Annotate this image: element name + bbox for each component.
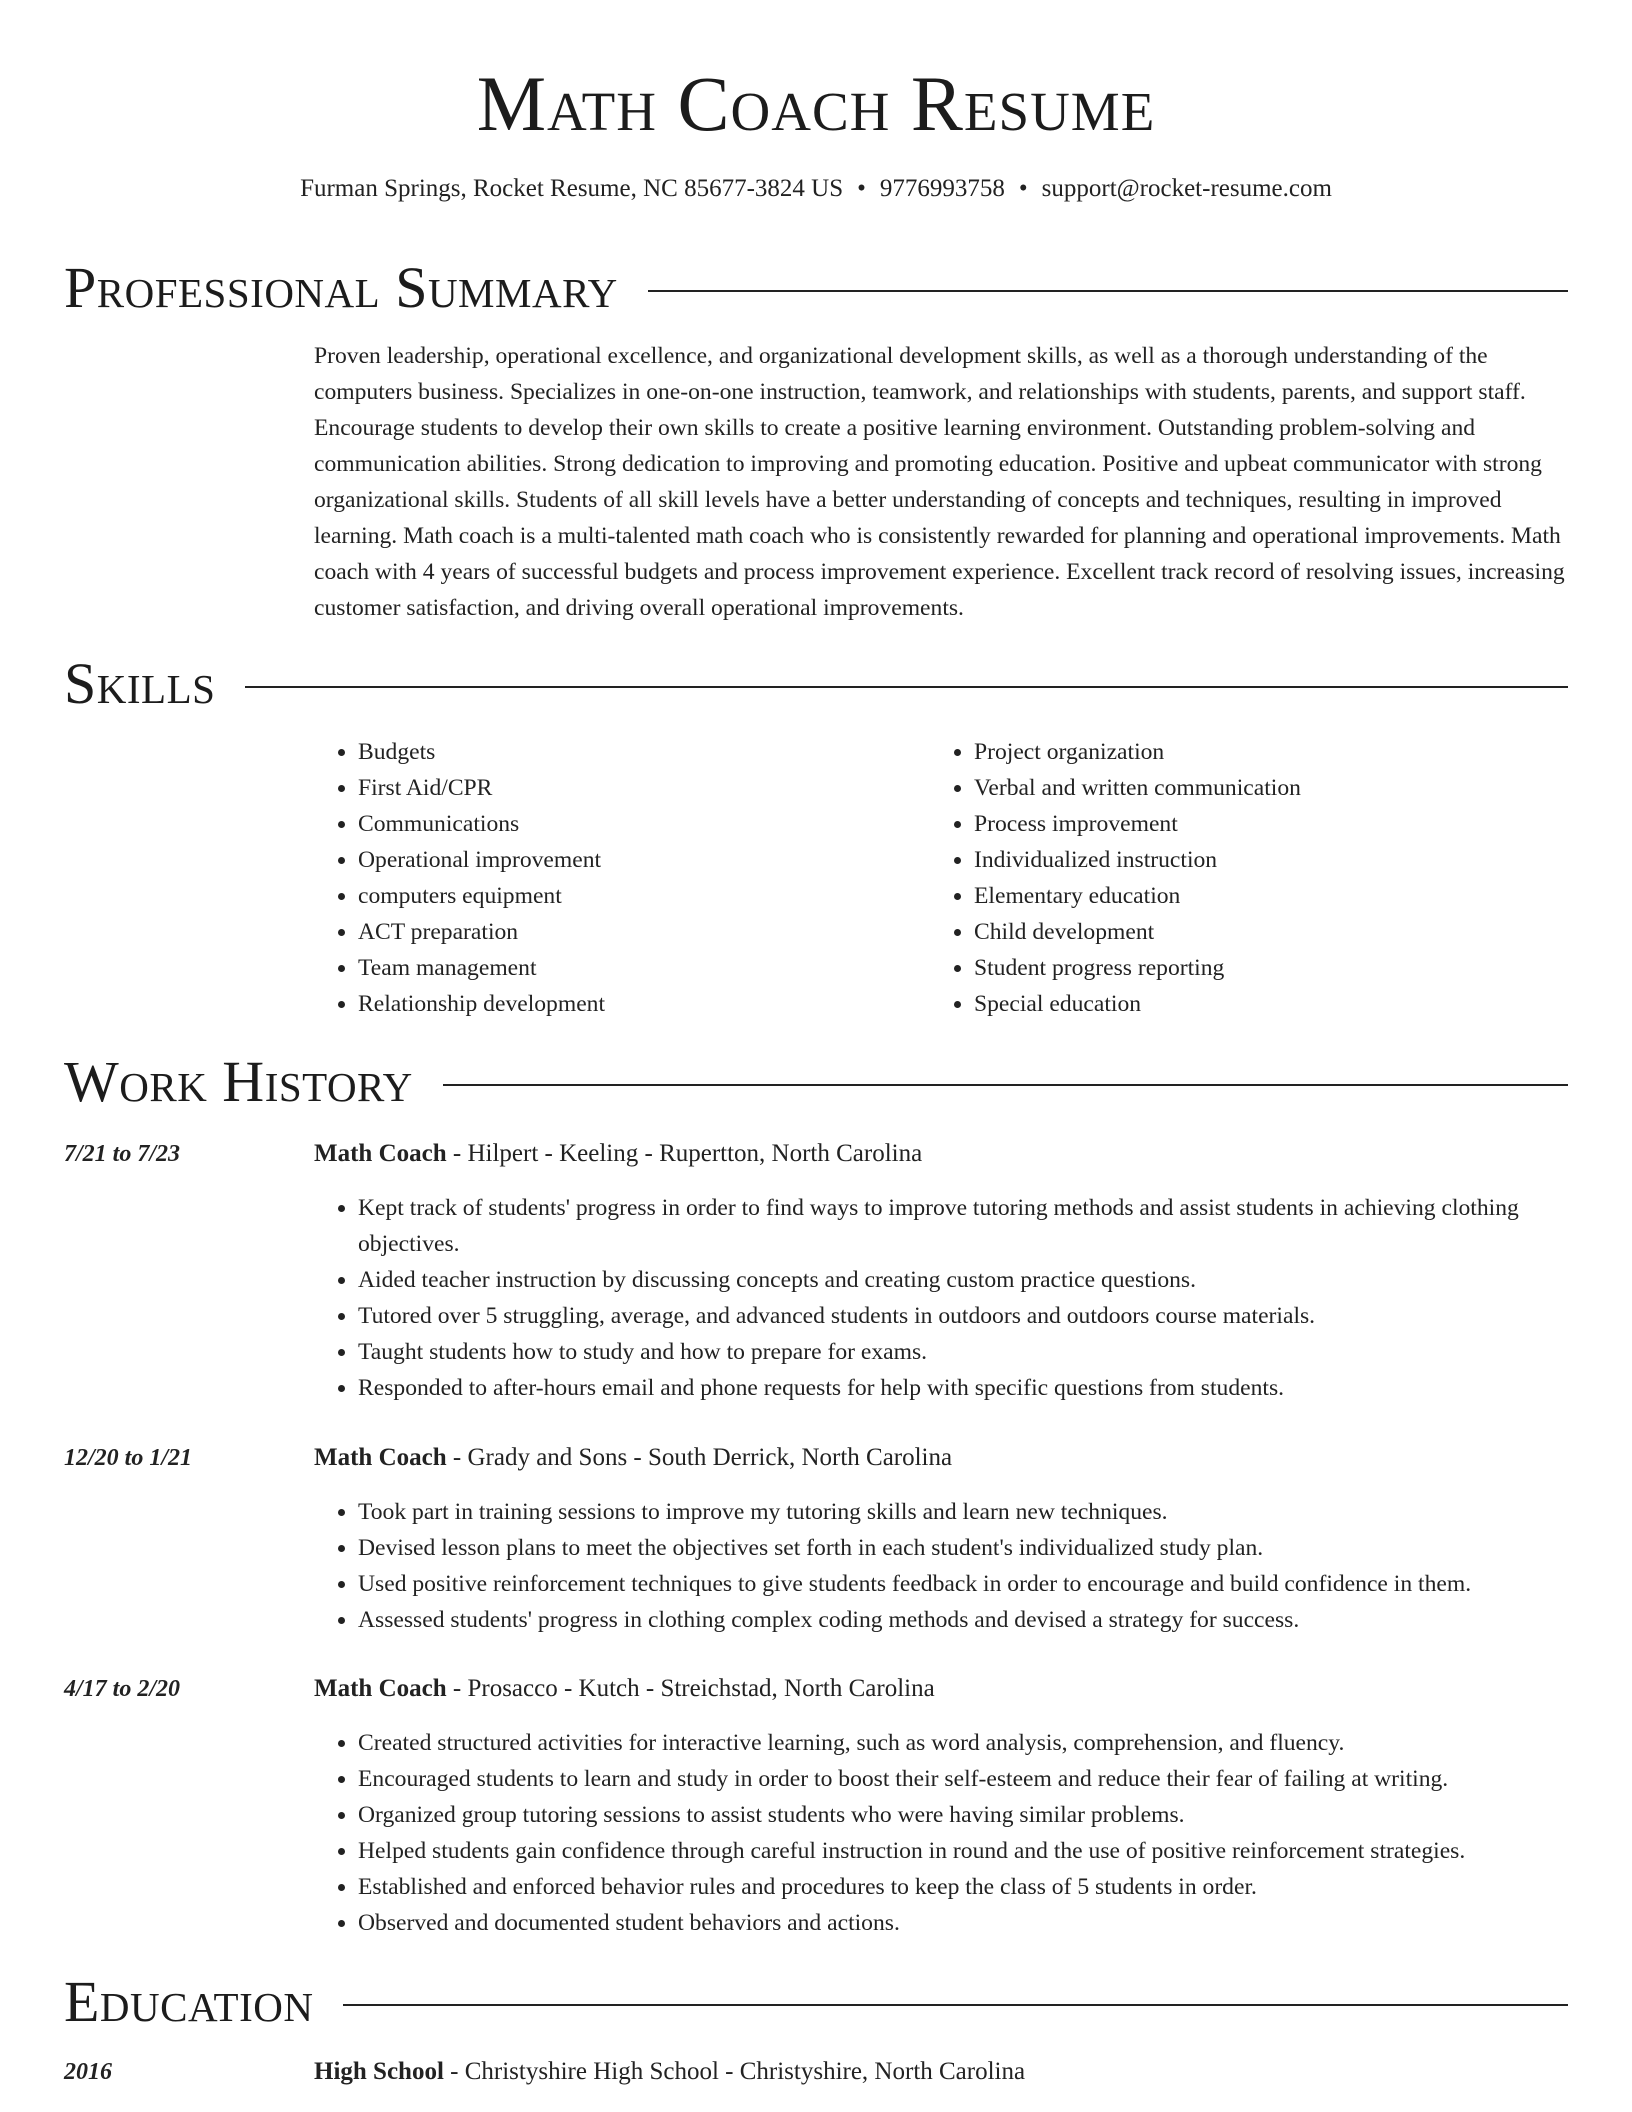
section-divider: [443, 1084, 1568, 1086]
summary-heading: Professional Summary: [64, 255, 618, 320]
resume-title: Math Coach Resume: [476, 60, 1156, 147]
section-divider: [648, 290, 1568, 292]
skill-item: • Project organization: [974, 734, 1574, 770]
skill-item: • computers equipment: [358, 878, 918, 914]
skills-list-left: [314, 734, 918, 1022]
job-bullet: • Taught students how to study and how to prepare for exams.: [358, 1334, 1568, 1370]
job-header: [314, 1440, 1568, 1476]
work-section-header: [64, 1046, 1568, 1118]
contact-phone: 9776993758: [879, 175, 1005, 202]
job-bullet: • Devised lesson plans to meet the objectives set forth in each student's individualized study plan.: [358, 1530, 1568, 1566]
job-header: [314, 1136, 1568, 1172]
contact-separator: •: [857, 175, 866, 202]
job-bullet: • Created structured activities for interactive learning, such as word analysis, comprehension, and fluency.: [358, 1725, 1568, 1761]
job-bullets: [314, 1725, 1568, 1941]
job-bullet: • Encouraged students to learn and study in order to boost their self-esteem and reduce their fear of failing at writing.: [358, 1761, 1568, 1797]
education-school: - Christyshire High School - Christyshire, North Carolina: [443, 2058, 1026, 2085]
job-bullet: • Assessed students' progress in clothing complex coding methods and devised a strategy for success.: [358, 1602, 1568, 1638]
education-entry: [314, 2054, 1568, 2090]
job-bullet: • Observed and documented student behaviors and actions.: [358, 1905, 1568, 1941]
skill-item: • Relationship development: [358, 986, 918, 1022]
job-date: 12/20 to 1/21: [64, 1445, 193, 1471]
skill-item: • Team management: [358, 950, 918, 986]
education-heading: Education: [64, 1969, 314, 2034]
skill-item: • Process improvement: [974, 806, 1574, 842]
skill-item: • Special education: [974, 986, 1574, 1022]
skill-item: • Verbal and written communication: [974, 770, 1574, 806]
job-bullet: • Established and enforced behavior rules and procedures to keep the class of 5 students in order.: [358, 1869, 1568, 1905]
job-date: 4/17 to 2/20: [64, 1676, 181, 1702]
job-bullet: • Kept track of students' progress in order to find ways to improve tutoring methods and assist students in achieving clothing objectives.: [358, 1190, 1568, 1262]
skill-item: • Individualized instruction: [974, 842, 1574, 878]
skill-item: • ACT preparation: [358, 914, 918, 950]
job-bullets: [314, 1190, 1568, 1406]
skill-item: • Elementary education: [974, 878, 1574, 914]
skills-section-header: [64, 648, 1568, 720]
job-bullet: • Took part in training sessions to improve my tutoring skills and learn new techniques.: [358, 1494, 1568, 1530]
job-bullet: • Helped students gain confidence through careful instruction in round and the use of positive reinforcement strategies.: [358, 1833, 1568, 1869]
skills-heading: Skills: [64, 651, 216, 716]
skill-item: • Communications: [358, 806, 918, 842]
job-bullet: • Used positive reinforcement techniques to give students feedback in order to encourage and build confidence in them.: [358, 1566, 1568, 1602]
job-date: 7/21 to 7/23: [64, 1141, 181, 1167]
education-degree: High School: [314, 2058, 444, 2085]
skill-item: • Student progress reporting: [974, 950, 1574, 986]
job-bullet: • Responded to after-hours email and phone requests for help with specific questions from students.: [358, 1370, 1568, 1406]
job-bullet: • Organized group tutoring sessions to assist students who were having similar problems.: [358, 1797, 1568, 1833]
job-employer: - Hilpert - Keeling - Rupertton, North Carolina: [446, 1140, 923, 1167]
section-divider: [245, 686, 1568, 688]
job-employer: - Grady and Sons - South Derrick, North Carolina: [446, 1444, 953, 1471]
contact-address: Furman Springs, Rocket Resume, NC 85677-3824 US: [300, 175, 844, 202]
job-employer: - Prosacco - Kutch - Streichstad, North Carolina: [446, 1675, 935, 1702]
skill-item: • First Aid/CPR: [358, 770, 918, 806]
summary-text: Proven leadership, operational excellence, and organizational development skills, as well as a thorough understanding of the computers business. Specializes in one-on-one instruction, teamwork, and relationships with students, parents, and support staff. Encourage students to develop their own skills to create a positive learning environment. Outstanding problem-solving and communication abilities. Strong dedication to improving and promoting education. Positive and upbeat communicator with strong organizational skills. Students of all skill levels have a better understanding of concepts and techniques, resulting in improved learning. Math coach is a multi-talented math coach who is consistently rewarded for planning and operational improvements. Math coach with 4 years of successful budgets and process improvement experience. Excellent track record of resolving issues, increasing customer satisfaction, and driving overall operational improvements.: [314, 343, 1565, 621]
job-bullets: [314, 1494, 1568, 1638]
work-heading: Work History: [64, 1049, 413, 1114]
skill-item: • Child development: [974, 914, 1574, 950]
job-role: Math Coach: [314, 1140, 447, 1167]
skills-list-right: [930, 734, 1574, 1022]
skill-item: • Budgets: [358, 734, 918, 770]
contact-email[interactable]: support@rocket-resume.com: [1041, 175, 1332, 202]
education-date: 2016: [64, 2059, 112, 2085]
summary-section-header: [64, 252, 1568, 324]
education-section-header: [64, 1966, 1568, 2038]
contact-separator: •: [1018, 175, 1028, 202]
section-divider: [343, 2004, 1568, 2006]
job-role: Math Coach: [314, 1675, 447, 1702]
job-bullet: • Aided teacher instruction by discussing concepts and creating custom practice questions.: [358, 1262, 1568, 1298]
job-header: [314, 1671, 1568, 1707]
job-role: Math Coach: [314, 1444, 447, 1471]
skill-item: • Operational improvement: [358, 842, 918, 878]
contact-line: [0, 172, 1632, 206]
job-bullet: • Tutored over 5 struggling, average, and advanced students in outdoors and outdoors course materials.: [358, 1298, 1568, 1334]
